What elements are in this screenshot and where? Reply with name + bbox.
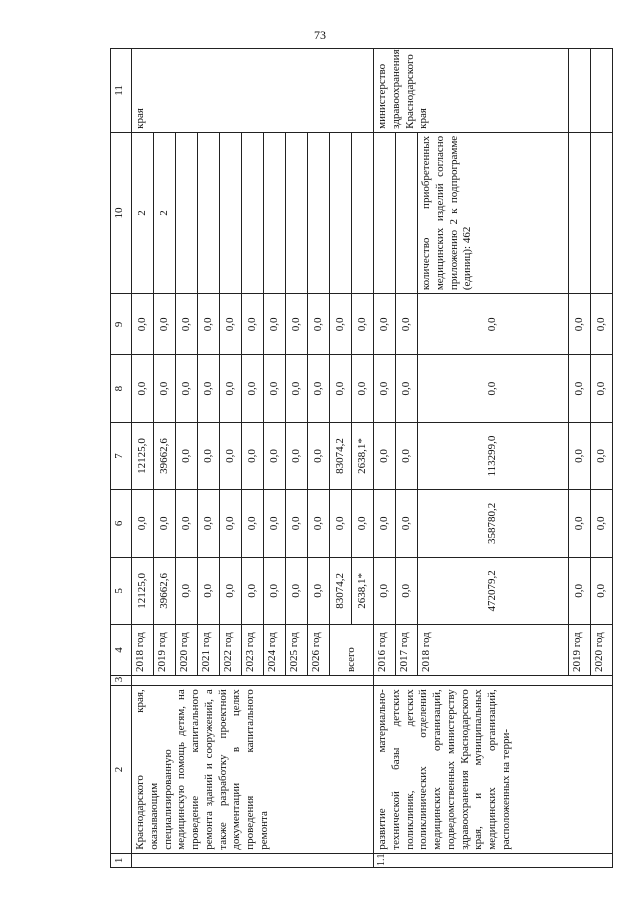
value-cell: 39662,6 <box>154 422 176 489</box>
indicator-cell: количество приобретенных медицинских изделий согласно приложению 2 к подпрограмме (единиц): 462 <box>418 132 569 293</box>
value-cell: 0,0 <box>569 355 591 422</box>
measure-description: Краснодарского края, оказывающим специализированную медицинскую помощь детям, на проведение капитального ремонта зданий и сооружений, а также разработку проектной документации в целях проведения капитального ремонта <box>132 686 374 853</box>
header-cell: 3 <box>111 676 132 686</box>
value-cell: 0,0 <box>176 422 198 489</box>
total-label: всего <box>330 625 374 676</box>
total-value: 2638,1* <box>352 557 374 624</box>
indicator-cell <box>220 132 242 293</box>
value-cell: 0,0 <box>308 422 330 489</box>
value-cell: 0,0 <box>374 355 396 422</box>
value-cell: 0,0 <box>591 355 613 422</box>
year-cell: 2020 год <box>591 625 613 676</box>
rotated-table-region <box>110 48 610 868</box>
value-cell: 0,0 <box>374 557 396 624</box>
total-value: 83074,2 <box>330 422 352 489</box>
table-row <box>374 49 396 868</box>
value-cell: 472079,2 <box>418 557 569 624</box>
value-cell: 0,0 <box>418 294 569 355</box>
value-cell: 0,0 <box>220 294 242 355</box>
value-cell: 0,0 <box>242 422 264 489</box>
indicator-cell <box>352 132 374 293</box>
program-table <box>110 48 613 868</box>
measure-description: развитие материально-технической базы детских поликлиник, детских поликлинических отделений медицинских организаций, подведомственных министерству здравоохранения Краснодарского края, и муниципальных медицинских организаций, расположенных на терри- <box>374 686 613 853</box>
indicator-cell: 2 <box>132 132 154 293</box>
value-cell: 0,0 <box>198 294 220 355</box>
page-number: 73 <box>314 28 326 42</box>
value-cell: 0,0 <box>176 355 198 422</box>
value-cell: 0,0 <box>569 557 591 624</box>
section-a-body <box>132 49 374 868</box>
value-cell: 0,0 <box>569 490 591 557</box>
value-cell: 0,0 <box>264 490 286 557</box>
indicator-cell <box>330 132 352 293</box>
value-cell: 0,0 <box>198 557 220 624</box>
value-cell: 0,0 <box>264 557 286 624</box>
value-cell: 0,0 <box>264 422 286 489</box>
year-cell: 2020 год <box>176 625 198 676</box>
total-value: 2638,1* <box>352 422 374 489</box>
total-value: 0,0 <box>352 490 374 557</box>
total-value: 0,0 <box>330 490 352 557</box>
responsible-cell: края <box>132 49 374 133</box>
value-cell: 12125,0 <box>132 422 154 489</box>
header-cell: 7 <box>111 422 132 489</box>
value-cell: 0,0 <box>220 422 242 489</box>
year-cell: 2019 год <box>154 625 176 676</box>
value-cell: 0,0 <box>154 294 176 355</box>
header-cell: 4 <box>111 625 132 676</box>
total-value: 0,0 <box>352 294 374 355</box>
indicator-cell <box>198 132 220 293</box>
total-value: 0,0 <box>352 355 374 422</box>
header-cell: 9 <box>111 294 132 355</box>
value-cell: 0,0 <box>242 557 264 624</box>
header-cell: 11 <box>111 49 132 133</box>
col3-cell <box>132 676 374 686</box>
value-cell: 0,0 <box>176 490 198 557</box>
value-cell: 39662,6 <box>154 557 176 624</box>
value-cell: 0,0 <box>569 294 591 355</box>
indicator-cell <box>591 132 613 293</box>
year-cell: 2022 год <box>220 625 242 676</box>
year-cell: 2017 год <box>396 625 418 676</box>
indicator-cell <box>242 132 264 293</box>
value-cell: 0,0 <box>132 355 154 422</box>
value-cell: 0,0 <box>591 490 613 557</box>
header-cell: 10 <box>111 132 132 293</box>
indicator-cell <box>264 132 286 293</box>
value-cell: 0,0 <box>286 422 308 489</box>
header-cell: 6 <box>111 490 132 557</box>
value-cell: 0,0 <box>286 294 308 355</box>
measure-code <box>374 853 613 867</box>
year-cell: 2023 год <box>242 625 264 676</box>
indicator-cell <box>569 132 591 293</box>
value-cell: 0,0 <box>396 422 418 489</box>
value-cell: 0,0 <box>418 355 569 422</box>
value-cell: 0,0 <box>154 490 176 557</box>
header-row <box>111 49 132 868</box>
indicator-cell <box>308 132 330 293</box>
value-cell: 113299,0 <box>418 422 569 489</box>
value-cell: 0,0 <box>308 557 330 624</box>
value-cell: 0,0 <box>220 557 242 624</box>
value-cell: 0,0 <box>396 355 418 422</box>
year-cell: 2019 год <box>569 625 591 676</box>
value-cell: 0,0 <box>242 355 264 422</box>
year-cell: 2025 год <box>286 625 308 676</box>
responsible-cell: министерство здравоохранения Краснодарского края <box>374 49 569 133</box>
value-cell: 0,0 <box>308 355 330 422</box>
total-value: 0,0 <box>330 294 352 355</box>
value-cell: 0,0 <box>220 490 242 557</box>
header-cell: 5 <box>111 557 132 624</box>
responsible-cell <box>569 49 591 133</box>
year-cell: 2018 год <box>418 625 569 676</box>
value-cell: 0,0 <box>396 294 418 355</box>
value-cell: 0,0 <box>242 490 264 557</box>
value-cell: 0,0 <box>308 294 330 355</box>
col3-cell <box>374 676 613 686</box>
year-cell: 2024 год <box>264 625 286 676</box>
value-cell: 0,0 <box>286 557 308 624</box>
value-cell: 0,0 <box>242 294 264 355</box>
code-cell <box>132 853 374 867</box>
indicator-cell <box>176 132 198 293</box>
value-cell: 0,0 <box>396 490 418 557</box>
value-cell: 0,0 <box>396 557 418 624</box>
value-cell: 0,0 <box>591 294 613 355</box>
value-cell: 0,0 <box>176 557 198 624</box>
header-cell: 2 <box>111 686 132 853</box>
value-cell: 0,0 <box>198 355 220 422</box>
value-cell: 0,0 <box>374 422 396 489</box>
year-cell: 2016 год <box>374 625 396 676</box>
value-cell: 0,0 <box>176 294 198 355</box>
value-cell: 0,0 <box>308 490 330 557</box>
year-cell: 2026 год <box>308 625 330 676</box>
year-cell: 2018 год <box>132 625 154 676</box>
total-value: 0,0 <box>330 355 352 422</box>
indicator-cell <box>286 132 308 293</box>
value-cell: 358780,2 <box>418 490 569 557</box>
indicator-cell <box>374 132 396 293</box>
value-cell: 0,0 <box>374 294 396 355</box>
total-value: 83074,2 <box>330 557 352 624</box>
value-cell: 0,0 <box>220 355 242 422</box>
value-cell: 0,0 <box>132 490 154 557</box>
section-b-body <box>374 49 613 868</box>
indicator-cell: 2 <box>154 132 176 293</box>
value-cell: 0,0 <box>198 490 220 557</box>
year-cell: 2021 год <box>198 625 220 676</box>
table-row <box>132 49 154 868</box>
responsible-cell <box>591 49 613 133</box>
value-cell: 0,0 <box>264 294 286 355</box>
value-cell: 0,0 <box>591 557 613 624</box>
indicator-cell <box>396 132 418 293</box>
value-cell: 12125,0 <box>132 557 154 624</box>
value-cell: 0,0 <box>132 294 154 355</box>
value-cell: 0,0 <box>374 490 396 557</box>
value-cell: 0,0 <box>286 490 308 557</box>
header-cell: 8 <box>111 355 132 422</box>
header-cell: 1 <box>111 853 132 867</box>
value-cell: 0,0 <box>569 422 591 489</box>
value-cell: 0,0 <box>154 355 176 422</box>
value-cell: 0,0 <box>264 355 286 422</box>
value-cell: 0,0 <box>286 355 308 422</box>
value-cell: 0,0 <box>591 422 613 489</box>
value-cell: 0,0 <box>198 422 220 489</box>
